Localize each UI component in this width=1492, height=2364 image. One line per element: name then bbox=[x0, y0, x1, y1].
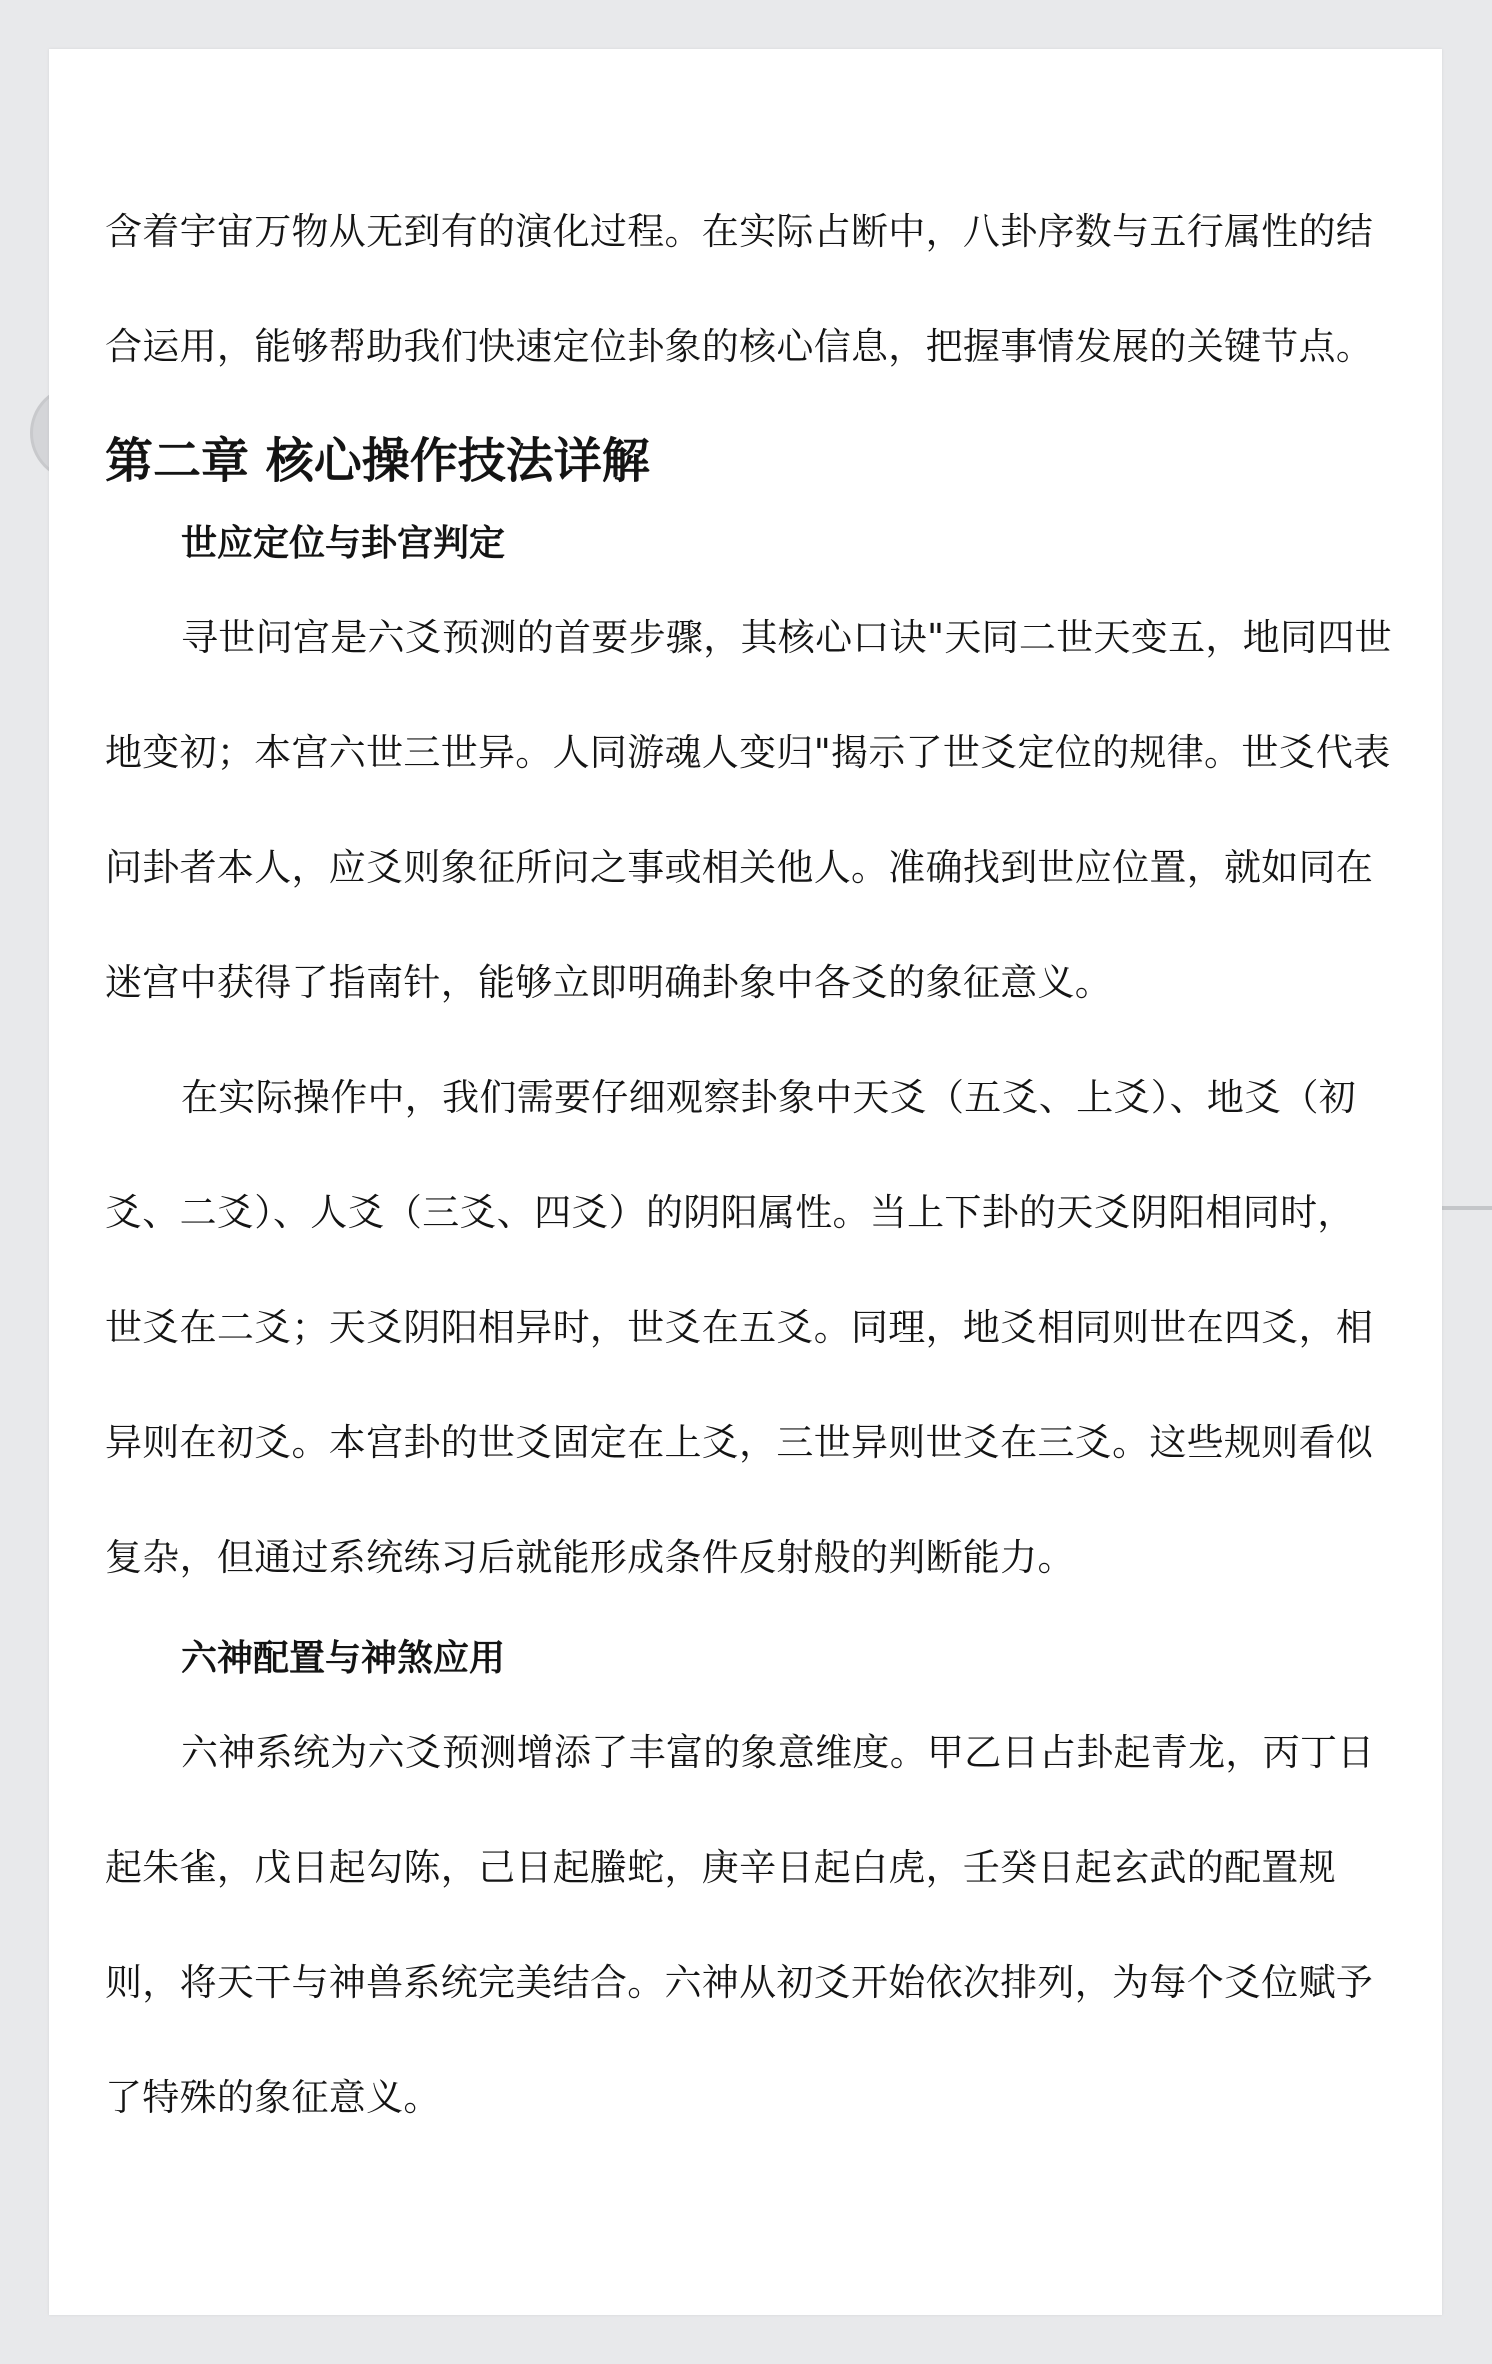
text-line: 则，将天干与神兽系统完美结合。六神从初爻开始依次排列，为每个爻位赋予 bbox=[105, 1961, 1374, 2004]
text-line: 含着宇宙万物从无到有的演化过程。在实际占断中，八卦序数与五行属性的结 bbox=[105, 210, 1374, 253]
text-line: 爻、二爻）、人爻（三爻、四爻）的阴阳属性。当上下卦的天爻阴阳相同时， bbox=[105, 1191, 1355, 1234]
text-line: 合运用，能够帮助我们快速定位卦象的核心信息，把握事情发展的关键节点。 bbox=[105, 325, 1374, 368]
text-line: 在实际操作中，我们需要仔细观察卦象中天爻（五爻、上爻）、地爻（初 bbox=[181, 1076, 1357, 1119]
text-line: 异则在初爻。本宫卦的世爻固定在上爻，三世异则世爻在三爻。这些规则看似 bbox=[105, 1421, 1374, 1464]
text-line: 世爻在二爻；天爻阴阳相异时，世爻在五爻。同理，地爻相同则世在四爻，相 bbox=[105, 1306, 1374, 1349]
text-line: 复杂，但通过系统练习后就能形成条件反射般的判断能力。 bbox=[105, 1536, 1075, 1579]
chapter-title: 第二章 核心操作技法详解 bbox=[105, 433, 650, 489]
paragraph-shiying-1 bbox=[105, 580, 1435, 1040]
page-content bbox=[105, 174, 1435, 2155]
paragraph-shiying-2 bbox=[105, 1040, 1435, 1615]
document-page bbox=[49, 49, 1442, 2315]
text-line: 六神系统为六爻预测增添了丰富的象意维度。甲乙日占卦起青龙，丙丁日 bbox=[181, 1731, 1375, 1774]
text-line: 迷宫中获得了指南针，能够立即明确卦象中各爻的象征意义。 bbox=[105, 961, 1113, 1004]
text-line: 问卦者本人，应爻则象征所问之事或相关他人。准确找到世应位置，就如同在 bbox=[105, 846, 1374, 889]
intro-paragraph bbox=[105, 174, 1435, 404]
section-heading-shiying: 世应定位与卦宫判定 bbox=[181, 523, 506, 564]
section-heading-liushen: 六神配置与神煞应用 bbox=[181, 1638, 506, 1679]
paragraph-liushen-1 bbox=[105, 1695, 1435, 2155]
text-line: 起朱雀，戊日起勾陈，己日起螣蛇，庚辛日起白虎，壬癸日起玄武的配置规 bbox=[105, 1846, 1336, 1889]
text-line: 了特殊的象征意义。 bbox=[105, 2076, 441, 2119]
text-line: 地变初；本宫六世三世异。人同游魂人变归"揭示了世爻定位的规律。世爻代表 bbox=[105, 731, 1391, 774]
text-line: 寻世问宫是六爻预测的首要步骤，其核心口诀"天同二世天变五，地同四世 bbox=[181, 616, 1392, 659]
